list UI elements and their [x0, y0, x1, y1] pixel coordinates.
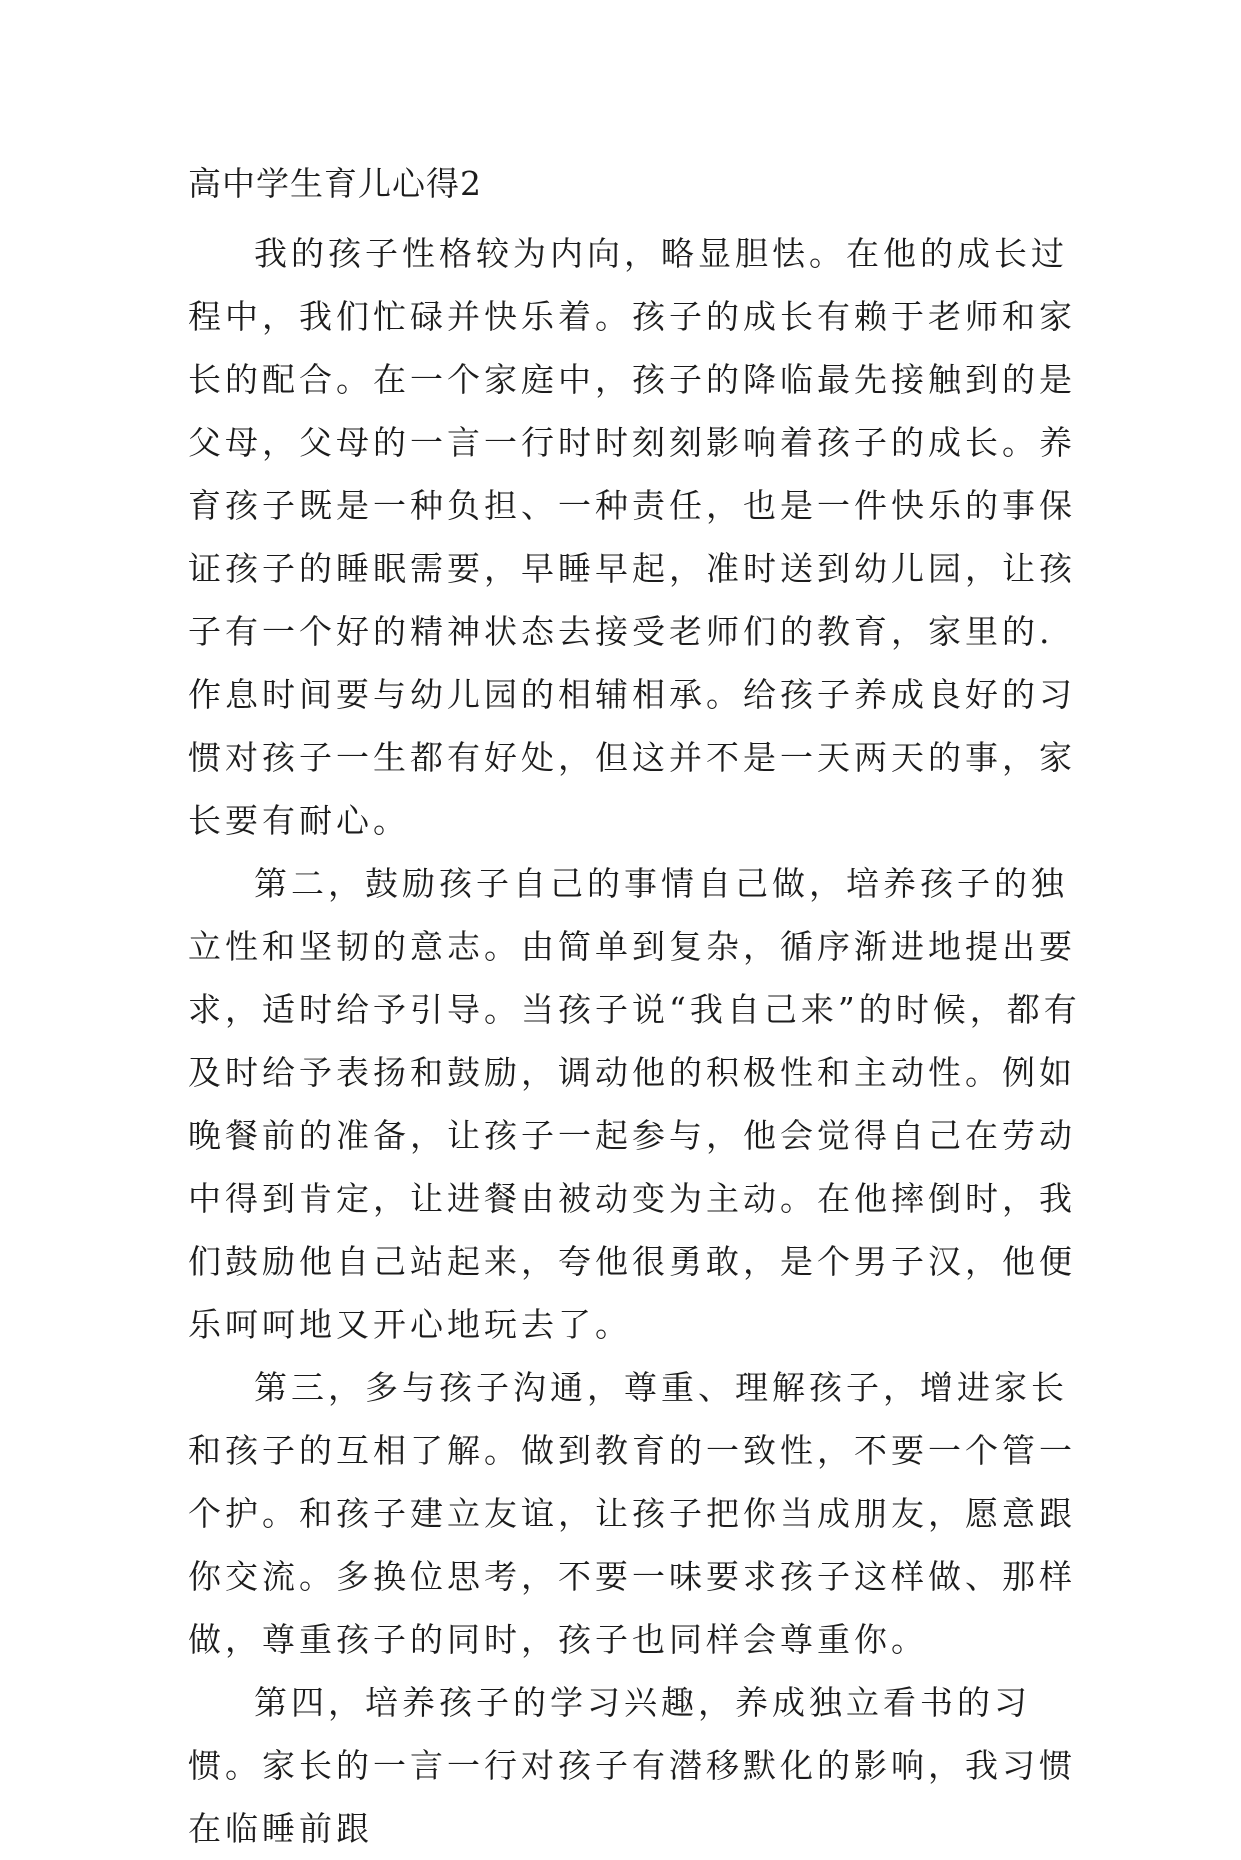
paragraph-communication: 第三，多与孩子沟通，尊重、理解孩子，增进家长和孩子的互相了解。做到教育的一致性，不要一个管一个护。和孩子建立友谊，让孩子把你当成朋友，愿意跟你交流。多换位思考，不要一味要求孩子这样做、那样做，尊重孩子的同时，孩子也同样会尊重你。: [188, 1368, 1076, 1659]
document-title: 高中学生育儿心得2: [188, 164, 482, 203]
paragraph-child-temperament: 我的孩子性格较为内向，略显胆怯。在他的成长过程中，我们忙碌并快乐着。孩子的成长有赖于老师和家长的配合。在一个家庭中，孩子的降临最先接触到的是父母，父母的一言一行时时刻刻影响着孩子的成长。养育孩子既是一种负担、一种责任，也是一件快乐的事保证孩子的睡眠需要，早睡早起，准时送到幼儿园，让孩子有一个好的精神状态去接受老师们的教育，家里的.作息时间要与幼儿园的相辅相承。给孩子养成良好的习惯对孩子一生都有好处，但这并不是一天两天的事，家长要有耐心。: [188, 234, 1076, 840]
document-body: [188, 160, 1088, 1860]
paragraph-independence: 第二，鼓励孩子自己的事情自己做，培养孩子的独立性和坚韧的意志。由简单到复杂，循序渐进地提出要求，适时给予引导。当孩子说“我自己来”的时候，都有及时给予表扬和鼓励，调动他的积极性和主动性。例如晚餐前的准备，让孩子一起参与，他会觉得自己在劳动中得到肯定，让进餐由被动变为主动。在他摔倒时，我们鼓励他自己站起来，夸他很勇敢，是个男子汉，他便乐呵呵地又开心地玩去了。: [188, 864, 1081, 1344]
paragraph-reading-habit: 第四，培养孩子的学习兴趣，养成独立看书的习惯。家长的一言一行对孩子有潜移默化的影响，我习惯在临睡前跟: [188, 1683, 1076, 1848]
